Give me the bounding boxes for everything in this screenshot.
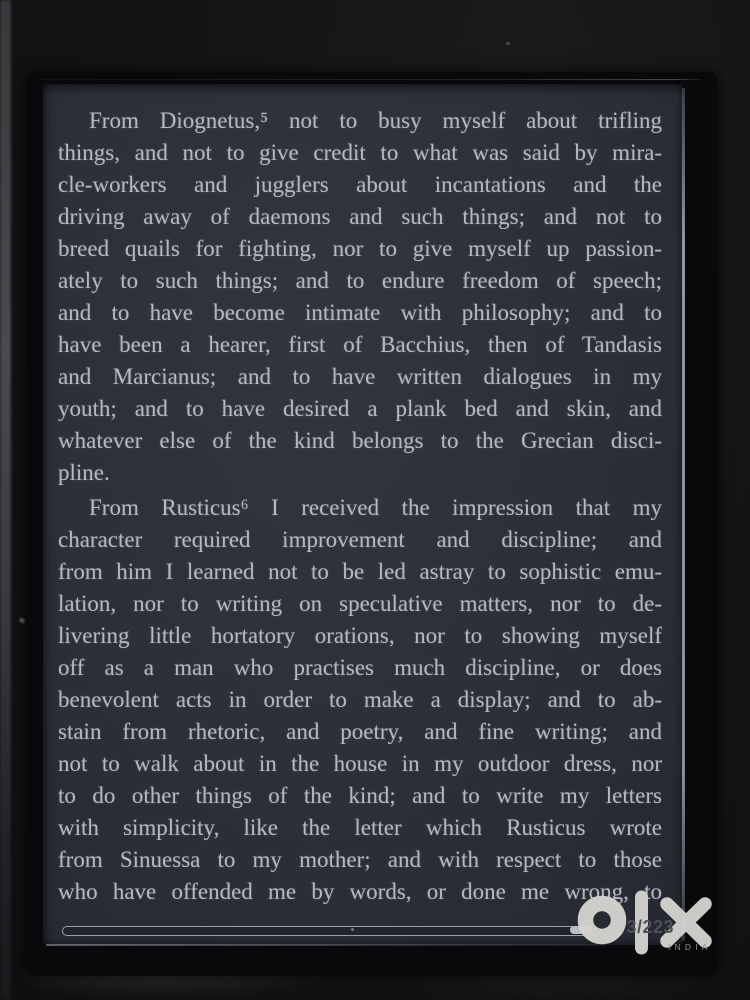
dust-speck-top (506, 42, 510, 45)
text-line: character required improvement and discipline; and (58, 527, 662, 552)
dust-speck-left (18, 617, 26, 625)
text-line: pline. (58, 460, 110, 485)
ereader-screen (43, 84, 683, 945)
text-line: From Diognetus,⁵ not to busy myself about trifling (89, 108, 662, 133)
text-line: from him I learned not to be led astray to sophistic emu- (58, 559, 662, 584)
text-line: to do other things of the kind; and to write my letters (58, 783, 662, 808)
text-line: breed quails for fighting, nor to give myself up passion- (58, 236, 662, 261)
text-line: from Sinuessa to my mother; and with respect to those (58, 847, 662, 872)
text-line: youth; and to have desired a plank bed and skin, and (58, 396, 662, 421)
text-line: not to walk about in the house in my outdoor dress, nor (58, 751, 662, 776)
screen-edge-bottom-highlight (46, 944, 606, 946)
paragraph (58, 492, 662, 908)
text-line: have been a hearer, first of Bacchius, then of Tandasis (58, 332, 662, 357)
text-line: stain from rhetoric, and poetry, and fine writing; and (58, 719, 662, 744)
book-page-text (58, 105, 662, 908)
background-left-strip (0, 0, 11, 1000)
text-line: benevolent acts in order to make a display; and to ab- (58, 687, 662, 712)
reading-progress-bar (62, 926, 592, 936)
page-indicator: 3/223 (626, 917, 674, 937)
text-line: whatever else of the kind belongs to the Grecian disci- (58, 428, 662, 453)
text-line: and to have become intimate with philosophy; and to (58, 300, 662, 325)
text-line: cle-workers and jugglers about incantations and the (58, 172, 662, 197)
text-line: ately to such things; and to endure freedom of speech; (58, 268, 662, 293)
text-line: lation, nor to writing on speculative matters, nor to de- (58, 591, 662, 616)
screen-glare-right (682, 88, 685, 941)
progress-tick (351, 928, 354, 931)
text-line: who have offended me by words, or done me wrong, to (58, 879, 662, 904)
text-line: off as a man who practises much discipline, or does (58, 655, 662, 680)
text-line: with simplicity, like the letter which Rusticus wrote (58, 815, 662, 840)
text-line: From Rusticus⁶ I received the impression that my (89, 495, 662, 520)
text-line: and Marcianus; and to have written dialogues in my (58, 364, 662, 389)
text-line: things, and not to give credit to what was said by mira- (58, 140, 662, 165)
text-line: driving away of daemons and such things; and not to (58, 204, 662, 229)
paragraph (58, 105, 662, 489)
text-line: livering little hortatory orations, nor to showing myself (58, 623, 662, 648)
device-top-edge-highlight (38, 79, 702, 80)
watermark-region-label: INDIA (668, 942, 712, 952)
